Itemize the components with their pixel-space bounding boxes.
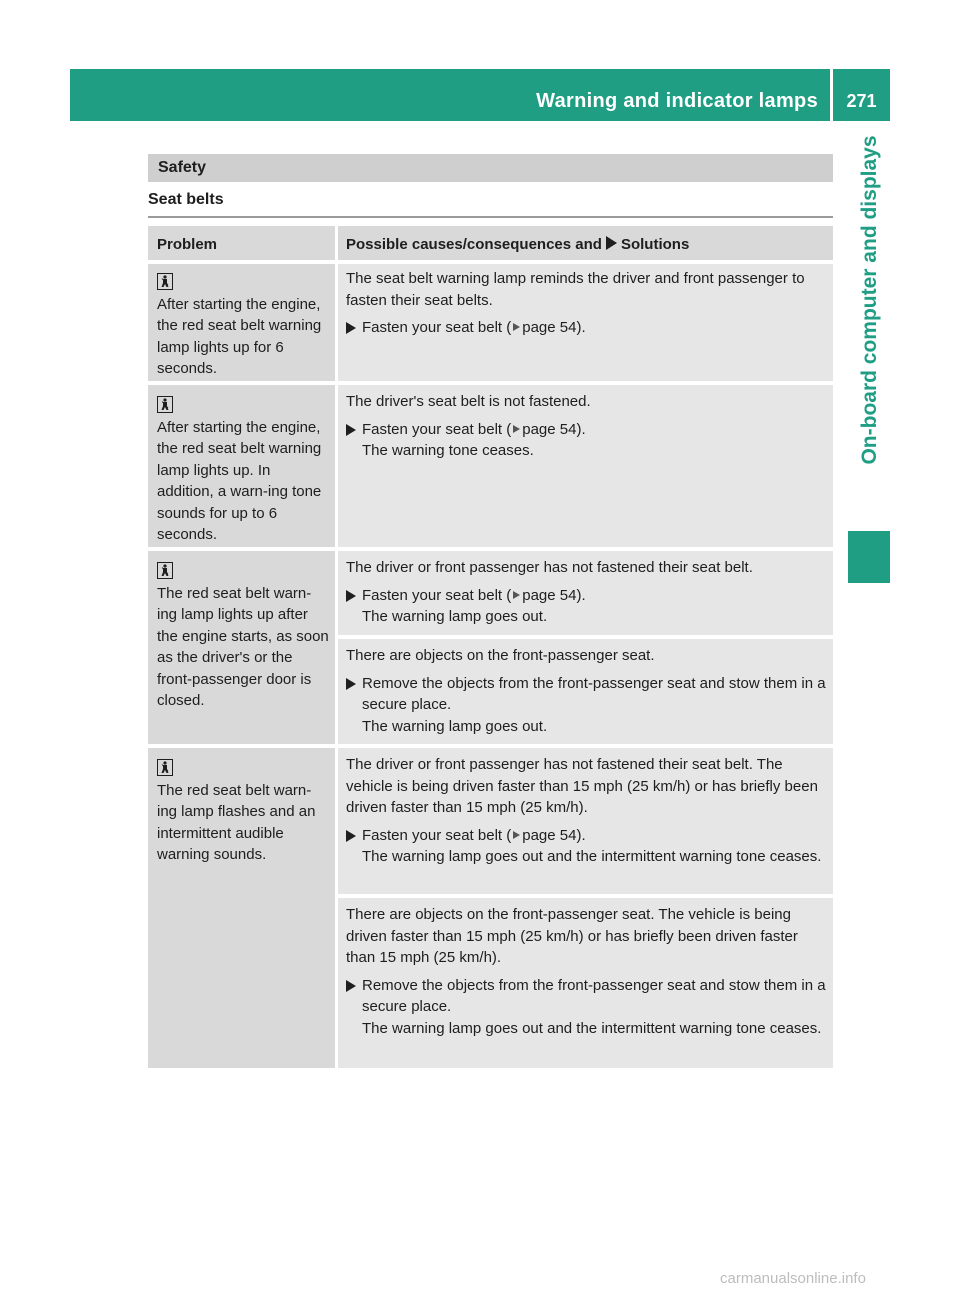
solution-step bbox=[346, 673, 827, 738]
table-row-3-causes-a bbox=[338, 551, 833, 635]
table-row-4-problem bbox=[148, 748, 335, 1068]
col-header-causes bbox=[338, 226, 833, 260]
cause-text: The driver or front passenger has not fastened their seat belt. The vehicle is being driven faster than 15 mph (25 km/h) or has briefly been driven faster than 15 mph (25 km/h). bbox=[346, 756, 818, 816]
step-note: The warning tone ceases. bbox=[362, 442, 534, 459]
page-ref-link[interactable]: page 54). bbox=[522, 586, 586, 604]
section-rule bbox=[148, 216, 833, 218]
table-row-4-causes-a bbox=[338, 748, 833, 894]
solution-step bbox=[346, 585, 827, 628]
page-ref-link[interactable]: page 54). bbox=[522, 826, 586, 844]
footer-watermark: carmanualsonline.info bbox=[720, 1270, 866, 1287]
step-text: Fasten your seat belt ( bbox=[362, 319, 512, 336]
page-number: 271 bbox=[846, 91, 877, 111]
side-tab-label: On-board computer and displays bbox=[858, 135, 881, 465]
table-row-2-problem bbox=[148, 385, 335, 547]
step-note: The warning lamp goes out. bbox=[362, 717, 548, 735]
table-row-2-causes bbox=[338, 385, 833, 547]
solutions-arrow-icon bbox=[606, 236, 617, 250]
side-tab-marker bbox=[848, 531, 890, 583]
page-ref-icon bbox=[513, 591, 520, 599]
page-ref-link[interactable]: page 54). bbox=[522, 420, 586, 438]
cause-text: There are objects on the front-passenger seat. bbox=[346, 647, 655, 664]
seat-belt-icon bbox=[157, 396, 173, 413]
step-text: Remove the objects from the front-passenger seat and stow them in a secure place. bbox=[362, 976, 826, 1015]
step-arrow-icon bbox=[346, 424, 356, 436]
solution-step bbox=[346, 975, 827, 1040]
step-text: Remove the objects from the front-passenger seat and stow them in a secure place. bbox=[362, 674, 826, 713]
seat-belt-icon bbox=[157, 562, 173, 579]
problem-text: The red seat belt warn-ing lamp lights up after the engine starts, as soon as the driver's or the front-passenger door is closed. bbox=[157, 584, 329, 709]
seat-belt-icon bbox=[157, 273, 173, 290]
col-header-causes-label: Possible causes/consequences and bbox=[346, 236, 602, 253]
step-text: Fasten your seat belt ( bbox=[362, 826, 512, 844]
solution-step bbox=[346, 317, 827, 339]
step-text: Fasten your seat belt ( bbox=[362, 420, 512, 438]
page-ref-icon bbox=[513, 831, 520, 839]
table-row-1-causes bbox=[338, 264, 833, 381]
table-row-3-problem bbox=[148, 551, 335, 744]
page-ref-link[interactable]: page 54). bbox=[522, 319, 586, 336]
step-text: Fasten your seat belt ( bbox=[362, 586, 512, 604]
cause-text: The driver's seat belt is not fastened. bbox=[346, 393, 591, 410]
problem-text: After starting the engine, the red seat belt warning lamp lights up for 6 seconds. bbox=[157, 295, 322, 377]
page-ref-icon bbox=[513, 425, 520, 433]
step-arrow-icon bbox=[346, 678, 356, 690]
step-arrow-icon bbox=[346, 980, 356, 992]
solution-step bbox=[346, 825, 827, 868]
cause-text: The driver or front passenger has not fastened their seat belt. bbox=[346, 559, 753, 576]
page-ref-icon bbox=[513, 323, 520, 331]
col-header-solutions-label: Solutions bbox=[620, 236, 690, 253]
table-row-1-problem bbox=[148, 264, 335, 381]
header-bar bbox=[70, 69, 890, 121]
subsection-title: Seat belts bbox=[148, 191, 224, 208]
table-row-3-causes-b bbox=[338, 639, 833, 744]
table-row-4-causes-b bbox=[338, 898, 833, 1068]
step-note: The warning lamp goes out and the intermittent warning tone ceases. bbox=[362, 1019, 822, 1037]
col-header-problem-label: Problem bbox=[157, 236, 218, 253]
solution-step bbox=[346, 419, 827, 462]
section-title: Safety bbox=[158, 159, 207, 176]
step-arrow-icon bbox=[346, 830, 356, 842]
header-title: Warning and indicator lamps bbox=[536, 90, 818, 112]
step-note: The warning lamp goes out and the intermittent warning tone ceases. bbox=[362, 848, 822, 865]
seat-belt-icon bbox=[157, 759, 173, 776]
step-arrow-icon bbox=[346, 322, 356, 334]
col-header-problem bbox=[148, 226, 335, 260]
section-bar bbox=[148, 154, 833, 182]
step-arrow-icon bbox=[346, 590, 356, 602]
problem-text: The red seat belt warn-ing lamp flashes and an intermittent audible warning sounds. bbox=[157, 781, 316, 863]
problem-text: After starting the engine, the red seat belt warning lamp lights up. In addition, a warn-ing tone sounds for up to 6 seconds. bbox=[157, 418, 322, 543]
step-note: The warning lamp goes out. bbox=[362, 608, 548, 625]
cause-text: There are objects on the front-passenger seat. The vehicle is being driven faster than 15 mph (25 km/h) or has briefly been driven faster than 15 mph (25 km/h). bbox=[346, 906, 798, 966]
cause-text: The seat belt warning lamp reminds the driver and front passenger to fasten their seat belts. bbox=[346, 270, 805, 309]
warning-table bbox=[148, 226, 833, 1068]
